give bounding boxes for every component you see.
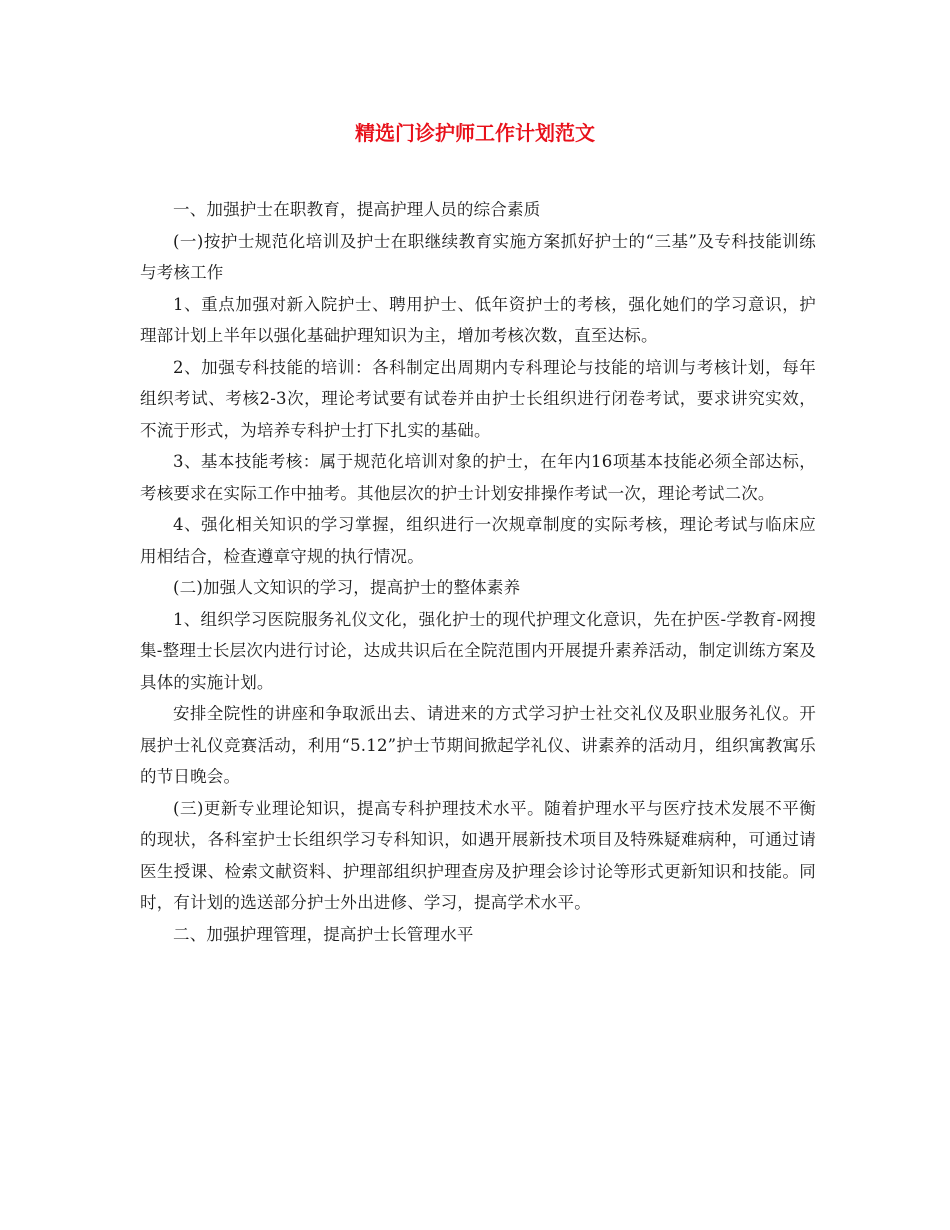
paragraph: 3、基本技能考核：属于规范化培训对象的护士，在年内16项基本技能必须全部达标，考核要求在实际工作中抽考。其他层次的护士计划安排操作考试一次，理论考试二次。 <box>140 452 816 503</box>
paragraph: (二)加强人文知识的学习，提高护士的整体素养 <box>173 578 521 597</box>
paragraph: 1、组织学习医院服务礼仪文化，强化护士的现代护理文化意识，先在护医-学教育-网搜集-整理士长层次内进行讨论，达成共识后在全院范围内开展提升素养活动，制定训练方案及具体的实施计划。 <box>140 609 816 692</box>
paragraph: (一)按护士规范化培训及护士在职继续教育实施方案抓好护士的“三基”及专科技能训练与考核工作 <box>140 231 816 282</box>
paragraph: (三)更新专业理论知识，提高专科护理技术水平。随着护理水平与医疗技术发展不平衡的现状，各科室护士长组织学习专科知识，如遇开展新技术项目及特殊疑难病种，可通过请医生授课、检索文献资料、护理部组织护理查房及护理会诊讨论等形式更新知识和技能。同时，有计划的选送部分护士外出进修、学习，提高学术水平。 <box>140 798 816 912</box>
paragraph: 安排全院性的讲座和争取派出去、请进来的方式学习护士社交礼仪及职业服务礼仪。开展护士礼仪竞赛活动，利用“5.12”护士节期间掀起学礼仪、讲素养的活动月，组织寓教寓乐的节日晚会。 <box>140 704 816 786</box>
paragraph: 二、加强护理管理，提高护士长管理水平 <box>173 924 474 944</box>
paragraph: 1、重点加强对新入院护士、聘用护士、低年资护士的考核，强化她们的学习意识，护理部计划上半年以强化基础护理知识为主，增加考核次数，直至达标。 <box>140 294 816 345</box>
document-body <box>140 194 816 950</box>
paragraph: 一、加强护士在职教育，提高护理人员的综合素质 <box>173 200 541 219</box>
paragraph: 2、加强专科技能的培训：各科制定出周期内专科理论与技能的培训与考核计划，每年组织考试、考核2-3次，理论考试要有试卷并由护士长组织进行闭卷考试，要求讲究实效，不流于形式，为培养专科护士打下扎实的基础。 <box>140 357 816 440</box>
document-title: 精选门诊护师工作计划范文 <box>355 121 595 145</box>
paragraph: 4、强化相关知识的学习掌握，组织进行一次规章制度的实际考核，理论考试与临床应用相结合，检查遵章守规的执行情况。 <box>140 515 816 566</box>
